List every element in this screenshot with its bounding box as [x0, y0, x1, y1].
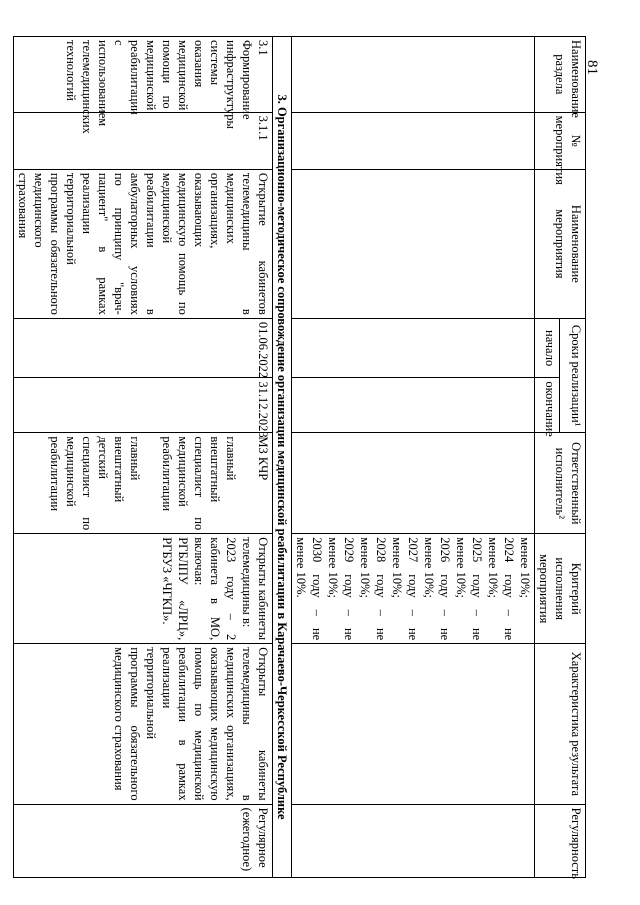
- cell-start: 01.06.2022: [14, 318, 273, 378]
- cell-number: 3.1.1: [14, 112, 273, 169]
- header-start: начало: [535, 318, 561, 378]
- continued-criterion: менее 10%; 2024 году – не менее 10%; 2025 году – не менее 10%; 2026 году – не менее 10%; 2027 году – не менее 10%; 2028 году – не менее 10%; 2029 году – не менее 10%; 2030 году – не менее 10%.: [292, 534, 535, 644]
- table-row: [14, 37, 273, 878]
- header-end: окончание: [535, 378, 561, 433]
- cell-responsible: МЗ КЧР главный внештатный специалист по медицинской реабилитации главный внештатный детский специалист по медицинской реабилитации: [14, 433, 273, 534]
- cell-regularity: Регулярное (ежегодное): [14, 804, 273, 877]
- header-measure-name: Наименование мероприятия: [535, 169, 586, 318]
- cell-criterion: Открыты кабинеты телемедицины в: 2023 году – 2 кабинета в МО, включая: РГБЛПУ «ЛРЦ», РГБУЗ «ЧГКП».: [14, 534, 273, 644]
- cell-name: Открытие кабинетов телемедицины в медицинских организациях, оказывающих медицинскую помощь по медицинской реабилитации в амбулаторных условиях по принципу "врач-пациент" в рамках реализации территориальной программы обязательного медицинского страхования: [14, 169, 273, 318]
- cell-section: 3.1 Формирование инфраструктуры системы оказания медицинской помощи по медицинской реабилитации с использованием телемедицинских технологий: [14, 37, 273, 113]
- header-result: Характеристика результата: [535, 644, 586, 804]
- cell-result: Открыты кабинеты телемедицины в медицинских организациях, оказывающих медицинскую помощь по медицинской реабилитации в рамках реализации территориальной программы обязательного медицинского страхования: [14, 644, 273, 804]
- page-number: 81: [584, 60, 600, 75]
- header-criterion: Критерий исполнения мероприятия: [535, 534, 586, 644]
- section-title-row: [273, 37, 292, 878]
- header-regularity: Регулярность: [535, 804, 586, 877]
- continued-row: [292, 37, 535, 878]
- header-row: [560, 37, 586, 878]
- section-title: 3. Организационно-методическое сопровождение организации медицинской реабилитации в Карачаево-Черкесской Республике: [273, 37, 292, 878]
- measures-table: [13, 36, 586, 878]
- document-sheet: [16, 36, 586, 879]
- header-terms: Сроки реализации¹: [560, 318, 586, 433]
- header-measure-no: № мероприятия: [535, 112, 586, 169]
- header-responsible: Ответственный исполнитель²: [535, 433, 586, 534]
- cell-end: 31.12.2023: [14, 378, 273, 433]
- header-section-name: Наименование раздела: [535, 37, 586, 113]
